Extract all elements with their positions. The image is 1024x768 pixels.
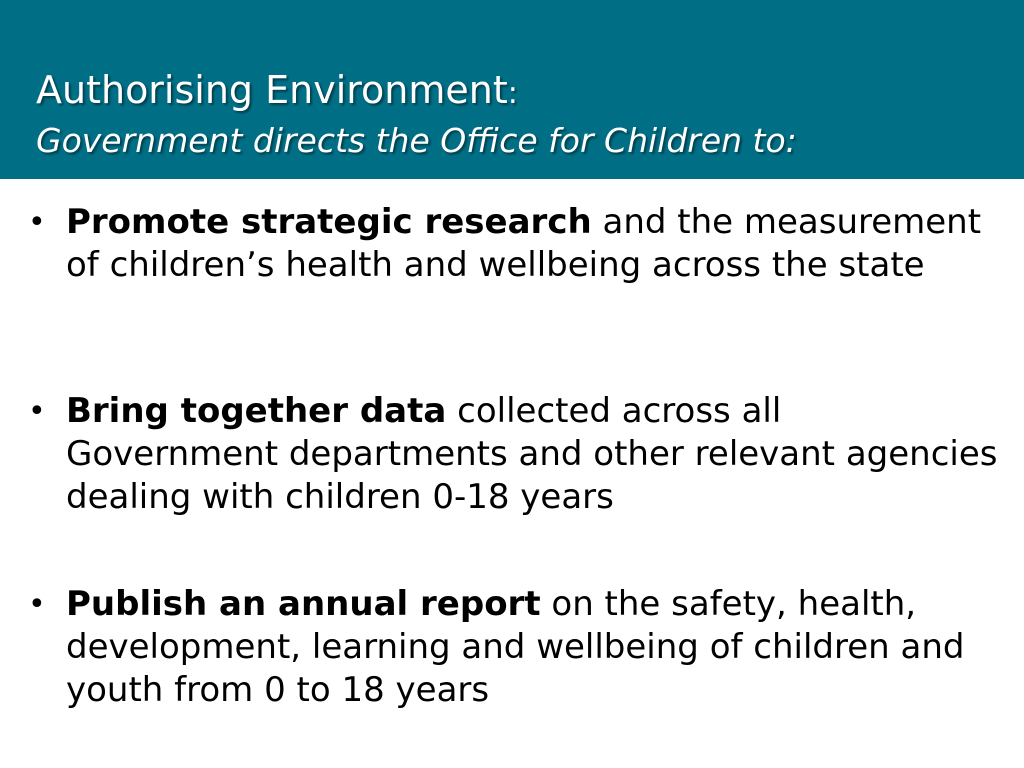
bullet-marker: • [28, 205, 46, 240]
bullet-marker: • [28, 587, 46, 622]
bullet-text [66, 390, 1001, 519]
bullet-bold-text: Publish an annual report [66, 584, 541, 624]
bullet-text [66, 201, 1001, 287]
bullet-bold-text: Promote strategic research [66, 202, 592, 242]
bullet-body-text: and the measurement of children’s health and wellbeing across the state [66, 202, 982, 285]
bullet-marker: • [28, 394, 46, 429]
slide-title-text: Authorising Environment [36, 68, 508, 112]
bullet-body-text: collected across all Government departments and other relevant agencies dealing with children 0-18 years [66, 391, 998, 517]
bullet-body-text: on the safety, health, development, learning and wellbeing of children and youth from 0 to 18 years [66, 584, 965, 710]
bullet-text [66, 583, 1001, 712]
slide-title-colon: : [507, 76, 518, 111]
bullet-bold-text: Bring together data [66, 391, 447, 431]
slide-subtitle: Government directs the Office for Children to: [36, 121, 797, 160]
